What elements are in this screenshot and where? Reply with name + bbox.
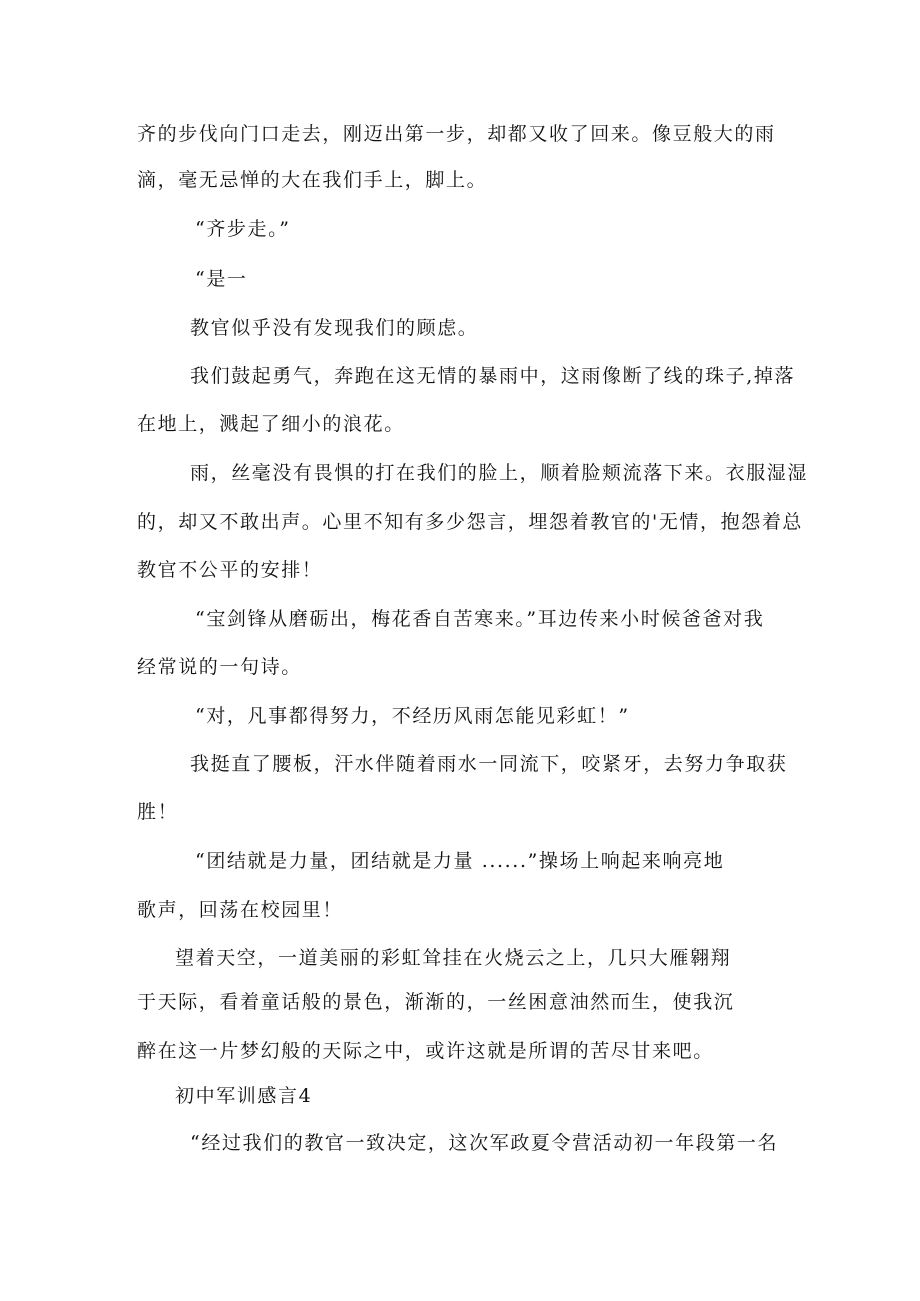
text-line: 经常说的一句诗。 (137, 656, 302, 678)
text-line: “是一 (195, 268, 248, 290)
text-line: 我们鼓起勇气，奔跑在这无情的暴雨中，这雨像断了线的珠子,掉落 (190, 365, 796, 387)
text-line: 教官不公平的安排！ (137, 559, 323, 581)
text-line: 雨，丝毫没有畏惧的打在我们的脸上，顺着脸颊流落下来。衣服湿湿 (190, 462, 809, 484)
text-line: 望着天空，一道美丽的彩虹耸挂在火烧云之上，几只大雁翱翔 (175, 947, 732, 969)
text-line: 的，却又不敢出声。心里不知有多少怨言，埋怨着教官的'无情，抱怨着总 (137, 511, 804, 533)
text-line: 于天际，看着童话般的景色，渐渐的，一丝困意油然而生，使我沉 (137, 991, 735, 1013)
text-line: “齐步走。” (195, 218, 291, 240)
text-line: 我挺直了腰板，汗水伴随着雨水一同流下，咬紧牙，去努力争取获 (190, 753, 788, 775)
text-line: “宝剑锋从磨砺出，梅花香自苦寒来。”耳边传来小时候爸爸对我 (195, 608, 765, 630)
text-line: 教官似乎没有发现我们的顾虑。 (190, 317, 479, 339)
text-line: “团结就是力量，团结就是力量 ......”操场上响起来响亮地 (195, 850, 725, 872)
text-line: 歌声，回荡在校园里！ (137, 899, 344, 921)
text-line: 滴，毫无忌惮的大在我们手上，脚上。 (137, 169, 488, 191)
text-line: “对，凡事都得努力，不经历风雨怎能见彩虹！” (195, 705, 630, 727)
text-line: 醉在这一片梦幻般的天际之中，或许这就是所谓的苦尽甘来吧。 (137, 1040, 714, 1062)
text-line: 在地上，溅起了细小的浪花。 (137, 413, 405, 435)
text-line: 齐的步伐向门口走去，刚迈出第一步，却都又收了回来。像豆般大的雨 (137, 123, 776, 145)
text-line: 胜！ (137, 801, 179, 823)
text-line: “经过我们的教官一致决定，这次军政夏令营活动初一年段第一名 (190, 1132, 779, 1154)
section-heading: 初中军训感言4 (175, 1085, 313, 1107)
